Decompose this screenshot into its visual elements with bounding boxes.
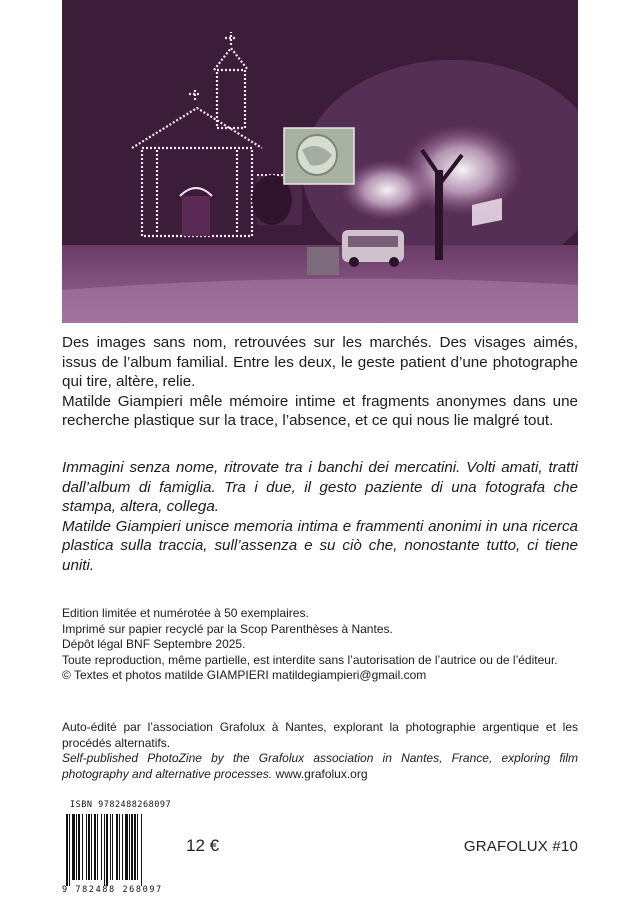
french-paragraph-2: Matilde Giampieri mêle mémoire intime et fragments anonymes dans une recherche plastique sur la trace, l’absence, et ce qui nous lie malgré tout. <box>62 392 578 429</box>
barcode-bar <box>134 814 136 880</box>
publisher-english-text: Self-published PhotoZine by the Grafolux association in Nantes, France, exploring film photography and alternative processes. <box>62 751 578 781</box>
barcode-bar <box>131 814 133 880</box>
barcode-bar <box>122 814 123 880</box>
colophon-credits: © Textes et photos matilde GIAMPIERI matildegiampieri@gmail.com <box>62 668 427 683</box>
barcode-bar <box>106 814 108 886</box>
colophon <box>62 606 578 684</box>
publisher-french: Auto-édité par l’association Grafolux à Nantes, explorant la photographie argentique et les procédés alternatifs. <box>62 720 578 750</box>
barcode-bar <box>137 814 138 880</box>
barcode-bar <box>116 814 118 880</box>
barcode-bar <box>125 814 128 880</box>
isbn-digits: 9 782488 268097 <box>62 885 163 895</box>
series-label: GRAFOLUX #10 <box>463 838 578 855</box>
french-description <box>62 333 578 431</box>
colophon-copyright-notice: Toute reproduction, même partielle, est interdite sans l’autorisation de l’autrice ou de l’éditeur. <box>62 652 558 667</box>
barcode-bar <box>104 814 105 886</box>
barcode-bar <box>141 814 142 886</box>
barcode-bar <box>78 814 80 880</box>
price: 12 € <box>186 836 220 855</box>
italian-paragraph-2: Matilde Giampieri unisce memoria intima e frammenti anonimi in una ricerca plastica sulla traccia, sull’assenza e su ciò che, nonostante tutto, ci tiene uniti. <box>62 517 578 574</box>
publisher-url: www.grafolux.org <box>275 766 368 781</box>
barcode-bar <box>88 814 90 880</box>
french-paragraph-1: Des images sans nom, retrouvées sur les marchés. Des visages aimés, issus de l’album familial. Entre les deux, le geste patient d’une photographe qui tire, altère, relie. <box>62 334 578 390</box>
barcode-icon <box>62 800 172 898</box>
barcode-bar <box>82 814 83 880</box>
barcode-bar <box>97 814 98 880</box>
barcode-bar <box>76 814 77 880</box>
publisher-english <box>62 751 578 782</box>
publisher-info <box>62 720 578 782</box>
barcode-bar <box>101 814 102 880</box>
barcode-bar <box>91 814 92 880</box>
colophon-legal-deposit: Dépôt légal BNF Septembre 2025. <box>62 637 246 652</box>
barcode-bar <box>129 814 130 880</box>
barcode-bar <box>69 814 70 886</box>
barcode-bar <box>110 814 111 880</box>
italian-paragraph-1: Immagini senza nome, ritrovate tra i banchi dei mercatini. Volti amati, tratti dall’album di famiglia. Tra i due, il gesto paziente di una fotografa che stampa, altera, collega. <box>62 459 578 515</box>
italian-description <box>62 458 578 575</box>
barcode-bar <box>112 814 113 880</box>
isbn-label: ISBN 9782488268097 <box>70 800 172 810</box>
cover-photo <box>62 0 578 323</box>
barcode-bar <box>94 814 96 880</box>
barcode-bar <box>119 814 120 880</box>
barcode-bar <box>72 814 75 880</box>
barcode-bar <box>66 814 68 886</box>
illuminated-chapel-photo-icon <box>62 0 578 323</box>
colophon-edition: Edition limitée et numérotée à 50 exemplaires. <box>62 606 309 620</box>
barcode-bar <box>86 814 87 880</box>
colophon-printer: Imprimé sur papier recyclé par la Scop Parenthèses à Nantes. <box>62 621 393 636</box>
